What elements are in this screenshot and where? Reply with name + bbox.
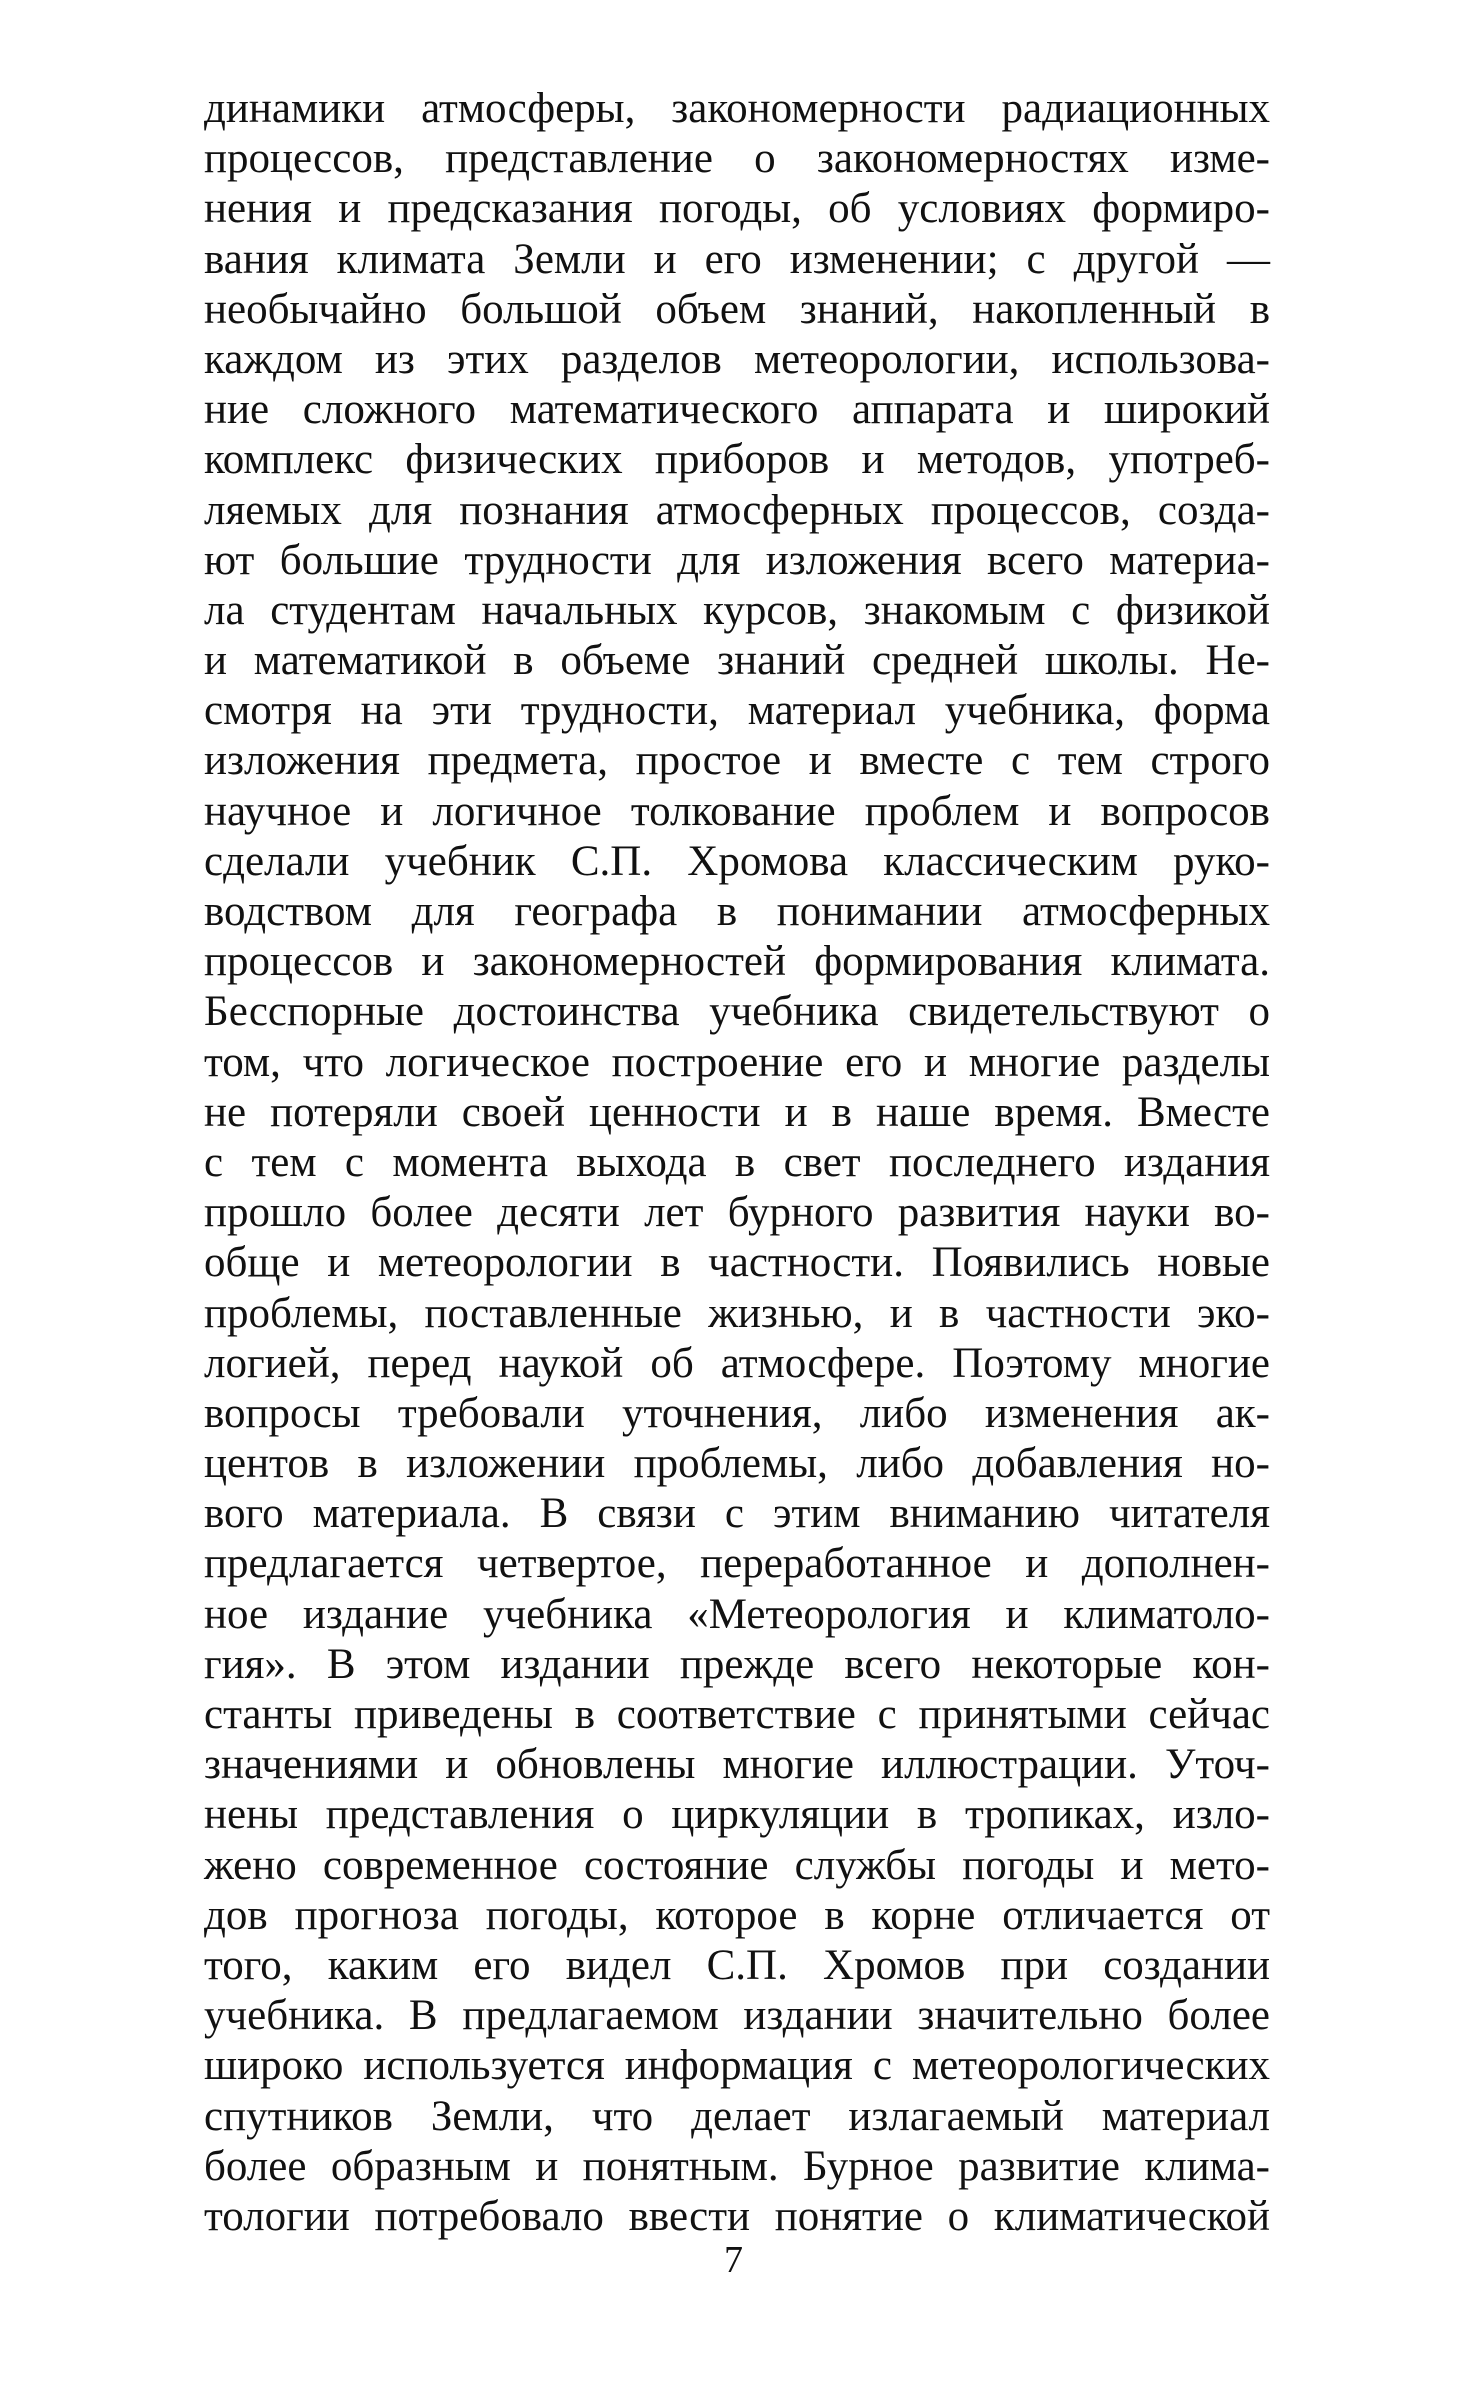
text-line: динамики атмосферы, закономерности радиационных (204, 85, 1270, 132)
body-text (204, 84, 1270, 2242)
text-line: прошло более десяти лет бурного развития науки во- (204, 1189, 1270, 1237)
text-line: необычайно большой объем знаний, накопленный в (204, 285, 1270, 333)
text-line: нены представления о циркуляции в тропиках, изло- (204, 1791, 1270, 1839)
text-line: учебника. В предлагаемом издании значительно более (204, 1992, 1270, 2040)
text-line: ляемых для познания атмосферных процессов, созда- (204, 486, 1270, 534)
text-line: водством для географа в понимании атмосферных (204, 888, 1270, 935)
text-line: и математикой в объеме знаний средней школы. Не- (204, 637, 1270, 685)
text-line: более образным и понятным. Бурное развитие клима- (204, 2142, 1270, 2190)
text-line: вания климата Земли и его изменении; с другой — (204, 235, 1270, 283)
text-line: научное и логичное толкование проблем и вопросов (204, 787, 1270, 835)
text-line: гия». В этом издании прежде всего некоторые кон- (204, 1640, 1270, 1688)
text-line: ют большие трудности для изложения всего материа- (204, 536, 1270, 584)
text-line: вого материала. В связи с этим вниманию читателя (204, 1490, 1270, 1538)
text-line: ла студентам начальных курсов, знакомым с физикой (204, 586, 1270, 634)
text-line: логией, перед наукой об атмосфере. Поэтому многие (204, 1339, 1270, 1387)
text-line: нения и предсказания погоды, об условиях формиро- (204, 185, 1270, 233)
text-line: проблемы, поставленные жизнью, и в частности эко- (204, 1289, 1270, 1337)
text-line: того, каким его видел С.П. Хромов при создании (204, 1941, 1270, 1989)
text-line: спутников Земли, что делает излагаемый материал (204, 2092, 1270, 2140)
text-line: каждом из этих разделов метеорологии, использова- (204, 335, 1270, 383)
text-line: предлагается четвертое, переработанное и дополнен- (204, 1540, 1270, 1588)
text-line: обще и метеорологии в частности. Появились новые (204, 1239, 1270, 1287)
text-line: ное издание учебника «Метеорология и климатоло- (204, 1590, 1270, 1638)
text-line: изложения предмета, простое и вместе с тем строго (204, 737, 1270, 785)
text-line: комплекс физических приборов и методов, употреб- (204, 436, 1270, 484)
text-line: дов прогноза погоды, которое в корне отличается от (204, 1891, 1270, 1939)
text-line: ние сложного математического аппарата и широкий (204, 386, 1270, 434)
text-line: Бесспорные достоинства учебника свидетельствуют о (204, 988, 1270, 1036)
text-line: с тем с момента выхода в свет последнего издания (204, 1138, 1270, 1186)
text-line: широко используется информация с метеорологических (204, 2042, 1270, 2090)
text-line: станты приведены в соответствие с принятыми сейчас (204, 1691, 1270, 1738)
text-line: тологии потребовало ввести понятие о климатической (204, 2192, 1270, 2240)
text-line: том, что логическое построение его и многие разделы (204, 1038, 1270, 1086)
text-line: не потеряли своей ценности и в наше время. Вместе (204, 1088, 1270, 1136)
text-line: сделали учебник С.П. Хромова классическим руко- (204, 837, 1270, 885)
text-line: жено современное состояние службы погоды и мето- (204, 1841, 1270, 1889)
page-number: 7 (724, 2239, 743, 2281)
text-line: центов в изложении проблемы, либо добавления но- (204, 1440, 1270, 1488)
text-line: значениями и обновлены многие иллюстрации. Уточ- (204, 1741, 1270, 1789)
text-line: процессов, представление о закономерностях изме- (204, 135, 1270, 183)
text-line: процессов и закономерностей формирования климата. (204, 938, 1270, 986)
text-line: вопросы требовали уточнения, либо изменения ак- (204, 1389, 1270, 1437)
text-line: смотря на эти трудности, материал учебника, форма (204, 687, 1270, 735)
